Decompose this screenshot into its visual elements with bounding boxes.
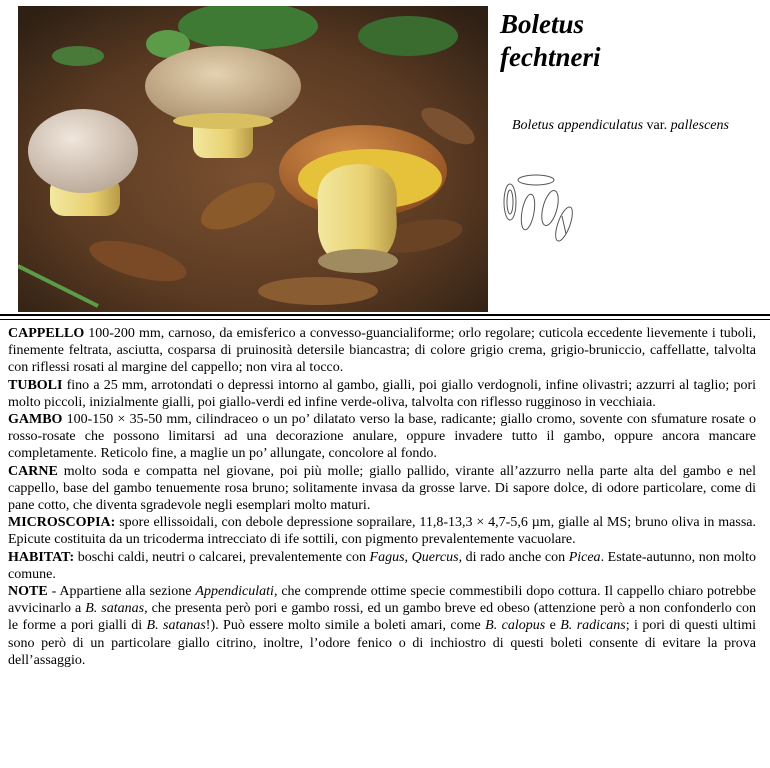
section-label: CARNE (8, 463, 58, 479)
species-title-genus: Boletus (500, 9, 585, 39)
synonym-rank: var. (646, 118, 668, 133)
section-label: HABITAT: (8, 549, 75, 565)
taxon-name: B. satanas (146, 618, 206, 634)
section-cappello (8, 325, 756, 377)
section-text: boschi caldi, neutri o calcarei, prevalentemente con (74, 549, 370, 565)
description-block (8, 325, 756, 669)
section-text: , (404, 549, 412, 565)
taxon-name: Appendiculati, (195, 584, 278, 600)
synonym-name: Boletus appendiculatus (512, 118, 644, 133)
separator-rule-thin (0, 319, 770, 320)
section-text: , di rado anche con (458, 549, 569, 565)
section-text: e (545, 618, 561, 634)
spore-drawing-icon (500, 172, 578, 250)
section-text: fino a 25 mm, arrotondati o depressi intorno al gambo, gialli, poi giallo verdognoli, infine olivastri; azzurri al taglio; pori molto piccoli, inizialmente gialli, poi giallo-verdi ed infine verde-oliva, talvolta con riflesso rugginoso in vecchiaia. (8, 377, 756, 410)
section-text: spore ellissoidali, con debole depressione soprailare, 11,8-13,3 × 4,7-5,6 µm, gialle al MS; bruno oliva in massa. Epicute costituita da un tricoderma intrecciato di ife sottili, con pigmento prevalentemente vacuolare. (8, 515, 756, 548)
section-note (8, 583, 756, 669)
synonym-variety: pallescens (670, 118, 729, 133)
taxon-name: B. satanas (85, 601, 145, 617)
synonym-line (512, 118, 729, 134)
section-text: 100-200 mm, carnoso, da emisferico a convesso-guancialiforme; orlo regolare; cuticola eccedente lievemente i tuboli, finemente feltrata, asciutta, cosparsa di pruinosità detersile biancastra; di colore grigio crema, grigio-bruniccio, caffellatte, talvolta con riflessi rosati al margine del cappello; non vira al tocco. (8, 326, 756, 376)
species-title-epithet: fechtneri (500, 42, 601, 72)
section-habitat (8, 549, 756, 583)
section-label: CAPPELLO (8, 326, 85, 341)
genus-name: Picea (568, 549, 601, 565)
section-label: NOTE (8, 584, 48, 600)
section-text: . Estate-autunno, non molto comune. (8, 549, 756, 582)
section-text: 100-150 × 35-50 mm, cilindraceo o un po’ dilatato verso la base, radicante; giallo cromo, sovente con sfumature rosate o rosso-rosate che possono limitarsi ad una decorazione anulare, oppure invadere tutto il gambo, oppure ancora mancare completamente. Reticolo fine, a maglie un po’ allungate, concolore al fondo. (8, 412, 756, 462)
taxon-name: B. radicans (560, 618, 626, 634)
section-gambo (8, 411, 756, 463)
section-text: che comprende ottime specie commestibili dopo cottura. Il cappello chiaro potrebbe avvicinarlo a (8, 584, 756, 617)
separator-rule (0, 314, 770, 316)
section-label: GAMBO (8, 412, 63, 428)
section-text: , che presenta però pori e gambo rossi, ed un gambo breve ed obeso (attenzione però a non confonderlo con le forme a pori gialli di (8, 601, 756, 634)
species-title (500, 8, 601, 74)
genus-name: Fagus (369, 549, 405, 565)
taxon-name: B. calopus (485, 618, 546, 634)
section-label: MICROSCOPIA: (8, 515, 116, 531)
genus-name: Quercus (411, 549, 459, 565)
section-text: ; i pori di questi ultimi sono però di un particolare giallo citrino, inoltre, l’odore fenico o di inchiostro di questi boleti consente di evitare la prova dell’assaggio. (8, 618, 756, 668)
section-text: molto soda e compatta nel giovane, poi più molle; giallo pallido, virante all’azzurro nella parte alta del gambo e nel cappello, base del gambo tenuemente rosa bruno; solitamente invasa da grosse larve. Di sapore dolce, di odore particolare, come di pane cotto, che diventa sgradevole negli esemplari molto maturi. (8, 463, 756, 514)
section-text: - Appartiene alla sezione (47, 584, 196, 600)
section-microscopia (8, 514, 756, 548)
section-text: !). Può essere molto simile a boleti amari, come (205, 618, 486, 634)
mushroom-photo (18, 6, 488, 312)
section-label: TUBOLI (8, 377, 63, 393)
section-tuboli (8, 377, 756, 411)
section-carne (8, 463, 756, 515)
